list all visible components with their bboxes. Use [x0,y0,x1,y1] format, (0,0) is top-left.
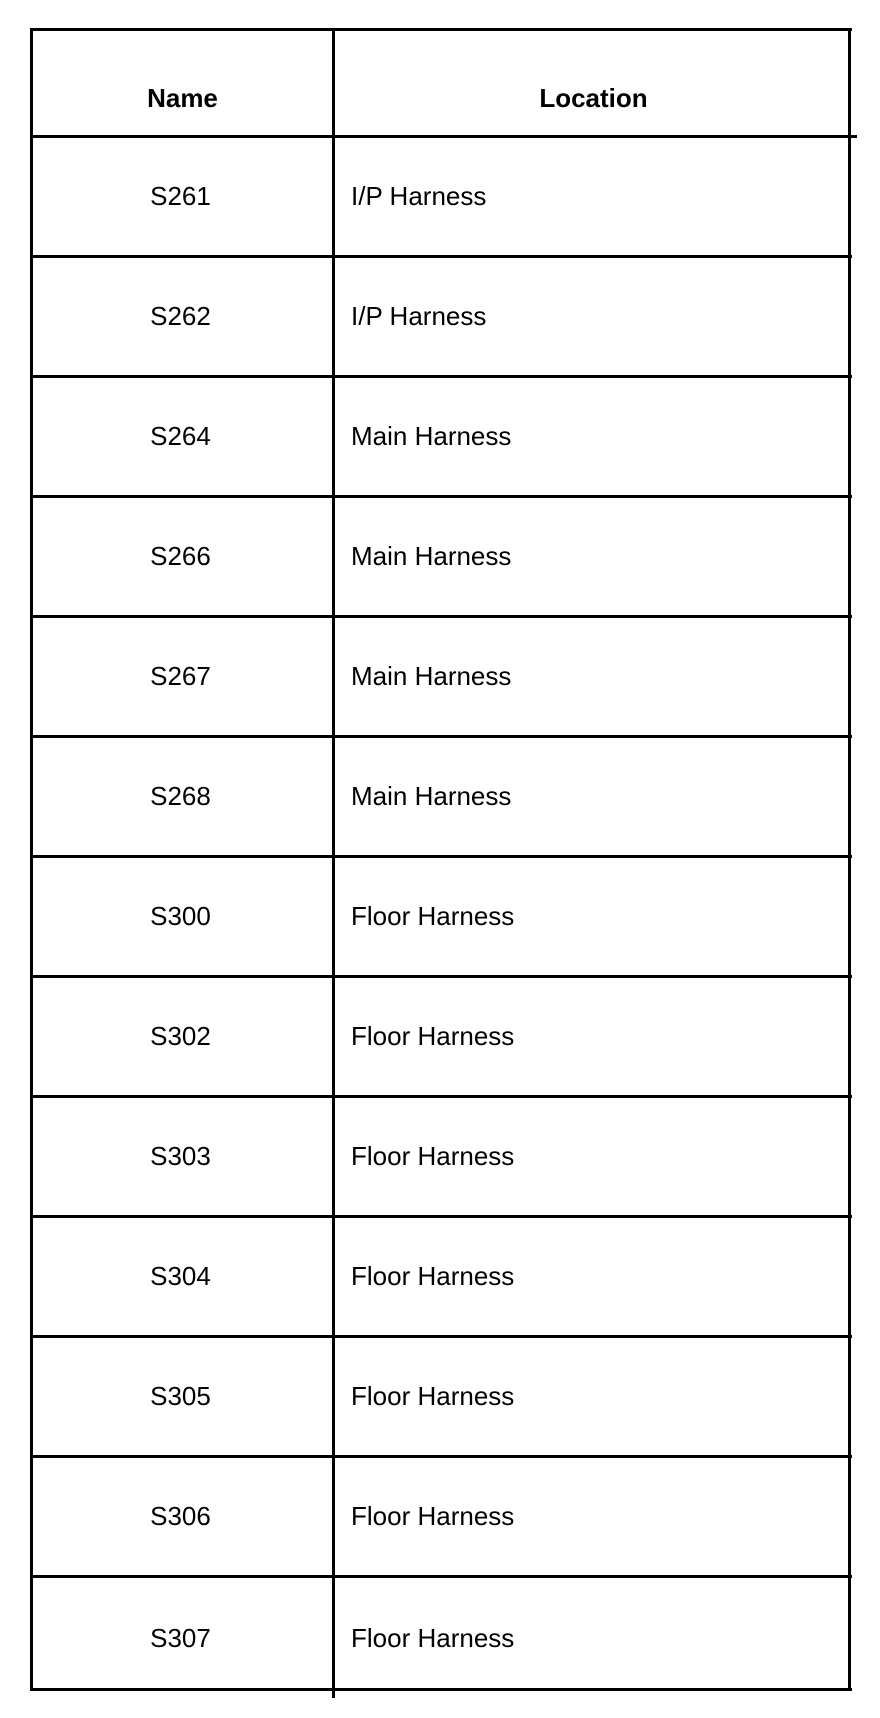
table-row [33,1458,852,1578]
location-cell: Floor Harness [351,1261,515,1291]
name-cell: S302 [33,978,335,1095]
location-cell: Floor Harness [351,1141,515,1171]
name-cell: S305 [33,1338,335,1455]
location-cell: Main Harness [351,661,512,691]
table-row [33,738,852,858]
table-row [33,1578,852,1698]
table-header-row [33,31,852,138]
table-row [33,138,852,258]
name-cell: S266 [33,498,335,615]
location-cell: Floor Harness [351,901,515,931]
table-row [33,1218,852,1338]
name-cell: S264 [33,378,335,495]
location-column-header: Location [539,82,648,113]
table-row [33,1338,852,1458]
table-row [33,1098,852,1218]
location-cell: Floor Harness [351,1501,515,1531]
table-right-border [848,28,851,1691]
name-cell: S262 [33,258,335,375]
location-cell: Floor Harness [351,1021,515,1051]
location-cell: Floor Harness [351,1381,515,1411]
table-row [33,378,852,498]
location-cell: Floor Harness [351,1622,515,1653]
table-row [33,498,852,618]
name-cell: S261 [33,138,335,255]
table-row [33,978,852,1098]
location-cell: Main Harness [351,421,512,451]
location-cell: Main Harness [351,541,512,571]
name-column-header: Name [33,31,335,135]
table-row [33,618,852,738]
name-cell: S267 [33,618,335,735]
name-cell: S303 [33,1098,335,1215]
location-cell: I/P Harness [351,301,487,331]
location-cell: Main Harness [351,781,512,811]
splice-location-table [30,28,852,1691]
name-cell: S268 [33,738,335,855]
table-row [33,258,852,378]
name-cell: S307 [33,1578,335,1698]
header-border-tick [851,135,857,138]
table-row [33,858,852,978]
name-cell: S304 [33,1218,335,1335]
name-cell: S300 [33,858,335,975]
name-cell: S306 [33,1458,335,1575]
location-cell: I/P Harness [351,181,487,211]
